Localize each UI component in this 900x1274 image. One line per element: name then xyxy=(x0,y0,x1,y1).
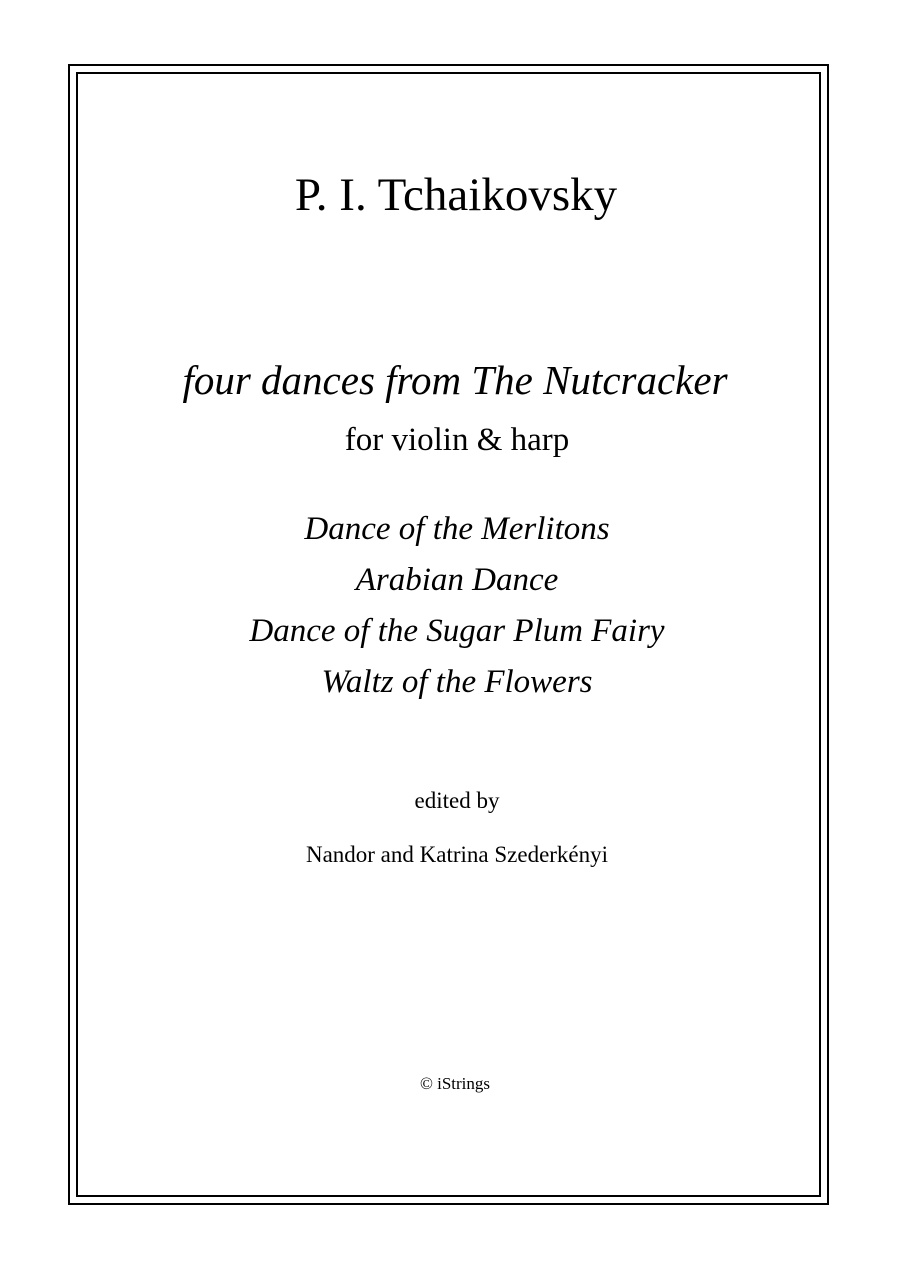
composer-name: P. I. Tchaikovsky xyxy=(294,169,618,221)
piece-title: Dance of the Merlitons xyxy=(304,511,610,547)
instrumentation-subtitle: for violin & harp xyxy=(344,422,570,458)
edited-by-label: edited by xyxy=(414,788,500,813)
copyright-notice: © iStrings xyxy=(419,1074,491,1093)
work-title: four dances from The Nutcracker xyxy=(182,357,728,403)
piece-title: Waltz of the Flowers xyxy=(321,664,593,700)
editors-names: Nandor and Katrina Szederkényi xyxy=(305,842,609,867)
piece-title: Dance of the Sugar Plum Fairy xyxy=(249,613,665,649)
piece-title: Arabian Dance xyxy=(355,562,559,598)
